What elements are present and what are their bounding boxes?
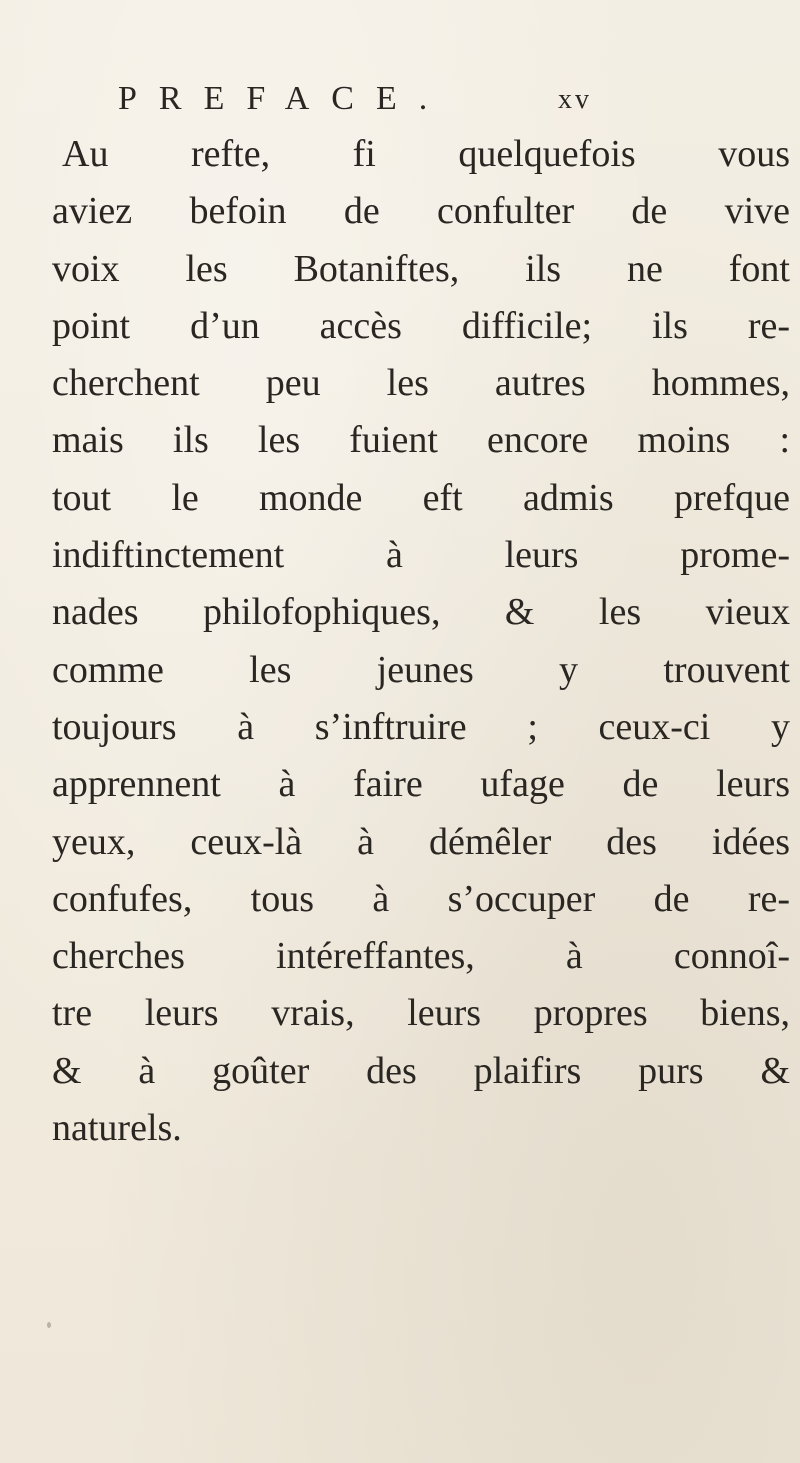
text-line: yeux, ceux-là à démêler des idées — [52, 820, 790, 863]
page-number: xv — [558, 84, 592, 115]
text-line: comme les jeunes y trouvent — [52, 648, 790, 691]
text-line: mais ils les fuient encore moins : — [52, 419, 790, 462]
text-line: Au refte, fi quelquefois vous — [62, 133, 790, 175]
text-line: voix les Botaniftes, ils ne font — [52, 247, 790, 290]
text-line: cherchent peu les autres hommes, — [52, 362, 790, 405]
body-paragraph — [52, 126, 790, 1157]
text-line: aviez befoin de confulter de vive — [52, 190, 790, 233]
text-line: & à goûter des plaifirs purs & — [52, 1049, 790, 1092]
text-line: nades philofophiques, & les vieux — [52, 591, 790, 634]
paper-speck — [47, 1322, 51, 1328]
page-header — [118, 74, 638, 124]
text-line: confufes, tous à s’occuper de re- — [52, 877, 790, 920]
text-line: naturels. — [52, 1107, 182, 1150]
text-line: point d’un accès difficile; ils re- — [52, 304, 790, 347]
text-line: apprennent à faire ufage de leurs — [52, 763, 790, 806]
text-line: tout le monde eft admis prefque — [52, 476, 790, 519]
running-title: PREFACE. — [118, 80, 450, 117]
text-line: toujours à s’inftruire ; ceux-ci y — [52, 705, 790, 748]
text-line: tre leurs vrais, leurs propres biens, — [52, 992, 790, 1035]
text-line: cherches intéreffantes, à connoî- — [52, 935, 790, 978]
text-line: indiftinctement à leurs prome- — [52, 534, 790, 577]
